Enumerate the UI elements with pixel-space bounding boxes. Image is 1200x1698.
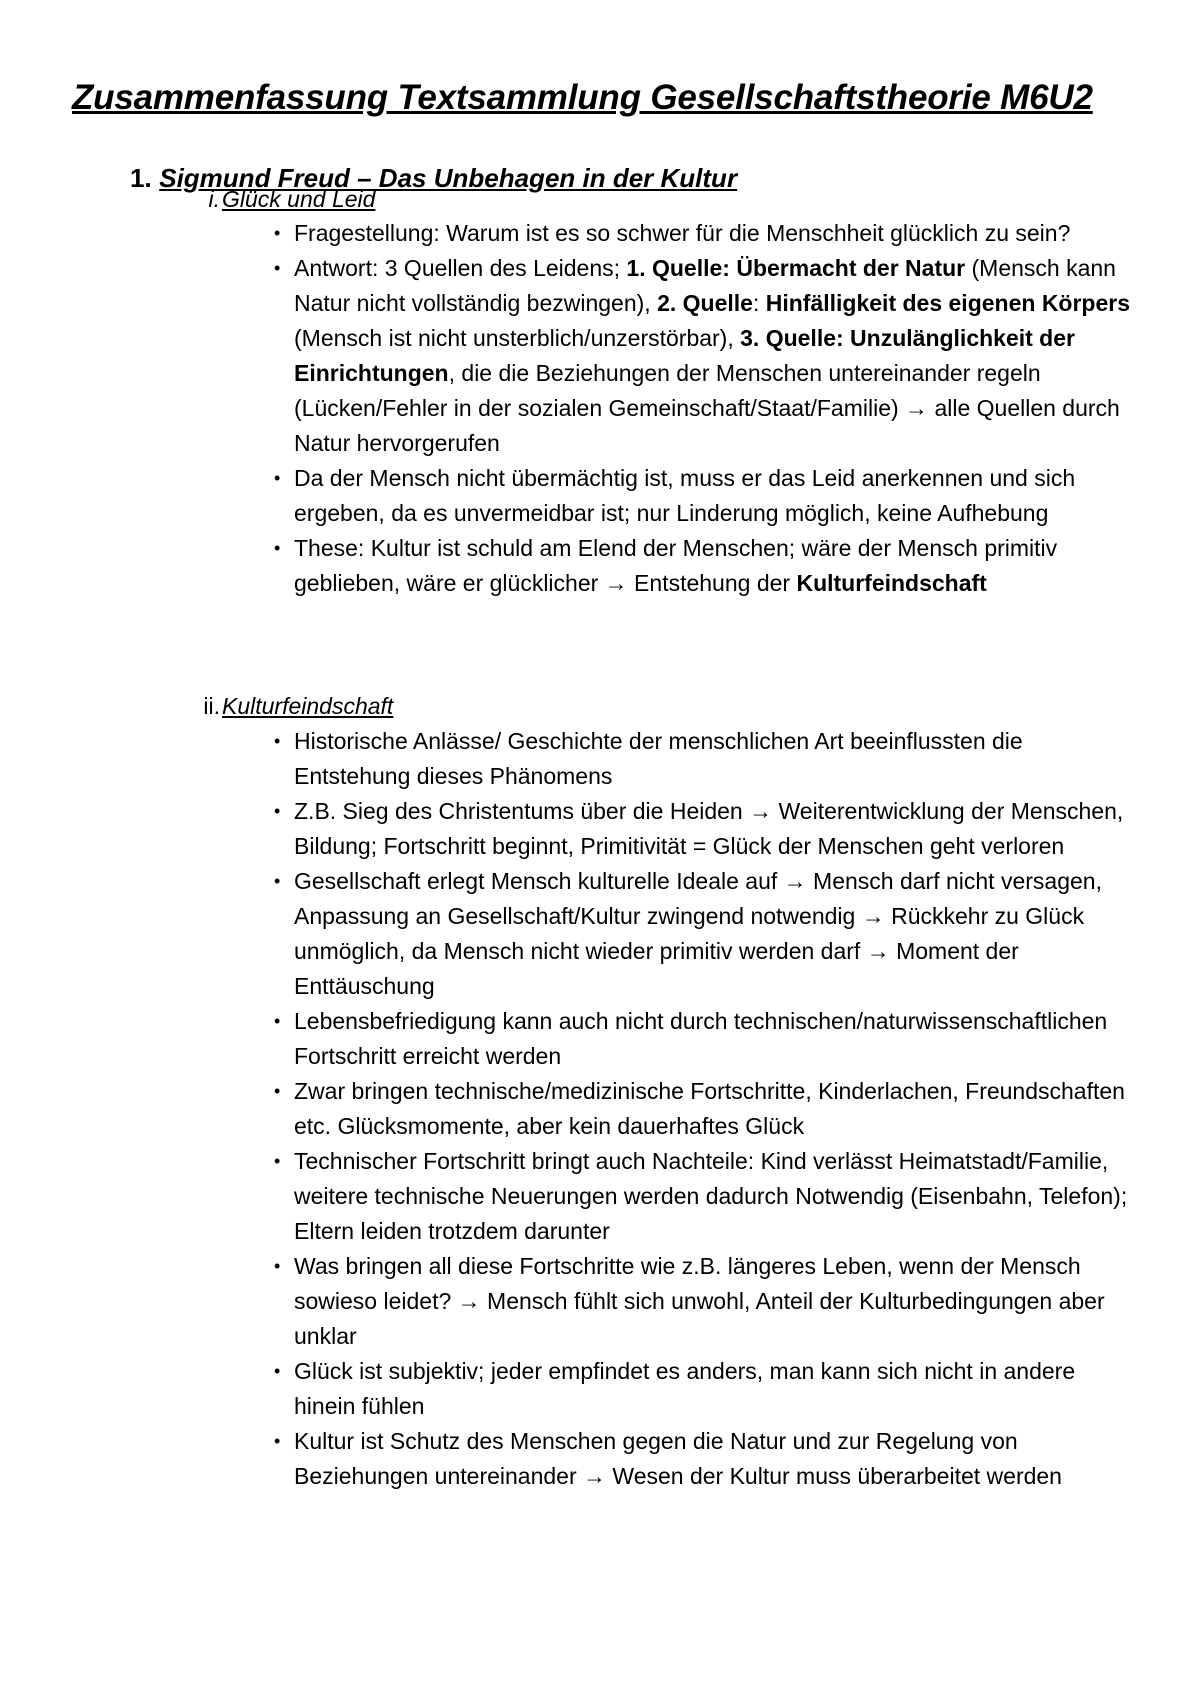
- text-run: (Mensch kann Natur nicht vollständig bezwingen),: [294, 255, 1116, 316]
- text-run: Glück ist subjektiv; jeder empfindet es anders, man kann sich nicht in andere hinein fühlen: [294, 1358, 1076, 1419]
- bullet-icon: •: [274, 223, 281, 243]
- bullet-item: [274, 864, 1134, 1004]
- bold-text-run: 3. Quelle: Unzulänglichkeit der Einrichtungen: [294, 325, 1075, 386]
- bullet-item: [274, 461, 1134, 531]
- document-title: Zusammenfassung Textsammlung Gesellschaftstheorie M6U2: [72, 78, 1093, 117]
- bullet-item: [274, 1249, 1134, 1354]
- bullet-icon: •: [274, 538, 281, 558]
- text-run: (Mensch ist nicht unsterblich/unzerstörbar),: [294, 325, 741, 351]
- bullet-item: [274, 216, 1134, 251]
- bullet-icon: •: [274, 1011, 281, 1031]
- text-run: , die die Beziehungen der Menschen untereinander regeln (Lücken/Fehler in der sozialen Gemeinschaft/Staat/Familie) → alle Quellen durch Natur hervorgerufen: [294, 360, 1120, 456]
- subsection-heading-kulturfeindschaft: [160, 689, 394, 723]
- bullet-icon: •: [274, 1361, 281, 1381]
- subsection-title: Glück und Leid: [222, 186, 376, 212]
- bullet-icon: •: [274, 1256, 281, 1276]
- text-run: Gesellschaft erlegt Mensch kulturelle Ideale auf → Mensch darf nicht versagen, Anpassung an Gesellschaft/Kultur zwingend notwendig → Rückkehr zu Glück unmöglich, da Mensch nicht wieder primitiv werden darf → Moment der Enttäuschung: [294, 868, 1102, 999]
- bullet-item: [274, 531, 1134, 601]
- bullet-list-gluck: [274, 216, 1134, 601]
- bullet-icon: •: [274, 1151, 281, 1171]
- text-run: Technischer Fortschritt bringt auch Nachteile: Kind verlässt Heimatstadt/Familie, weitere technische Neuerungen werden dadurch Notwendig (Eisenbahn, Telefon); Eltern leiden trotzdem darunter: [294, 1148, 1128, 1244]
- bullet-icon: •: [274, 1431, 281, 1451]
- bold-text-run: 1. Quelle: Übermacht der Natur: [626, 255, 966, 281]
- bold-text-run: 2. Quelle: [657, 290, 753, 316]
- subsection-number: ii.: [203, 693, 220, 719]
- bullet-icon: •: [274, 731, 281, 751]
- text-run: These: Kultur ist schuld am Elend der Menschen; wäre der Mensch primitiv geblieben, wäre er glücklicher → Entstehung der: [294, 535, 1058, 596]
- bullet-icon: •: [274, 468, 281, 488]
- text-run: Was bringen all diese Fortschritte wie z.B. längeres Leben, wenn der Mensch sowieso leidet? → Mensch fühlt sich unwohl, Anteil der Kulturbedingungen aber unklar: [294, 1253, 1105, 1349]
- subsection-heading-gluck: [160, 182, 376, 216]
- bullet-item: [274, 1074, 1134, 1144]
- section-number: 1.: [130, 163, 152, 193]
- text-run: :: [752, 290, 766, 316]
- text-run: Fragestellung: Warum ist es so schwer für die Menschheit glücklich zu sein?: [294, 220, 1071, 246]
- text-run: Historische Anlässe/ Geschichte der menschlichen Art beeinflussten die Entstehung dieses Phänomens: [294, 728, 1023, 789]
- bullet-item: [274, 251, 1134, 461]
- bullet-icon: •: [274, 1081, 281, 1101]
- subsection-number: i.: [208, 186, 220, 212]
- bullet-icon: •: [274, 258, 281, 278]
- text-run: Kultur ist Schutz des Menschen gegen die Natur und zur Regelung von Beziehungen untereinander → Wesen der Kultur muss überarbeitet werden: [294, 1428, 1062, 1489]
- bullet-item: [274, 794, 1134, 864]
- bullet-item: [274, 1144, 1134, 1249]
- bullet-list-kulturfeindschaft: [274, 724, 1134, 1494]
- text-run: Da der Mensch nicht übermächtig ist, muss er das Leid anerkennen und sich ergeben, da es unvermeidbar ist; nur Linderung möglich, keine Aufhebung: [294, 465, 1076, 526]
- bullet-item: [274, 1004, 1134, 1074]
- bullet-item: [274, 724, 1134, 794]
- bullet-icon: •: [274, 871, 281, 891]
- section-title: Sigmund Freud – Das Unbehagen in der Kultur: [159, 163, 738, 193]
- text-run: Zwar bringen technische/medizinische Fortschritte, Kinderlachen, Freundschaften etc. Glücksmomente, aber kein dauerhaftes Glück: [294, 1078, 1125, 1139]
- bullet-item: [274, 1424, 1134, 1494]
- bold-text-run: Kulturfeindschaft: [796, 570, 987, 596]
- bold-text-run: Hinfälligkeit des eigenen Körpers: [765, 290, 1131, 316]
- text-run: Z.B. Sieg des Christentums über die Heiden → Weiterentwicklung der Menschen, Bildung; Fortschritt beginnt, Primitivität = Glück der Menschen geht verloren: [294, 798, 1124, 859]
- text-run: Lebensbefriedigung kann auch nicht durch technischen/naturwissenschaftlichen Fortschritt erreicht werden: [294, 1008, 1108, 1069]
- bullet-item: [274, 1354, 1134, 1424]
- subsection-title: Kulturfeindschaft: [222, 693, 394, 719]
- bullet-icon: •: [274, 801, 281, 821]
- text-run: Antwort: 3 Quellen des Leidens;: [294, 255, 627, 281]
